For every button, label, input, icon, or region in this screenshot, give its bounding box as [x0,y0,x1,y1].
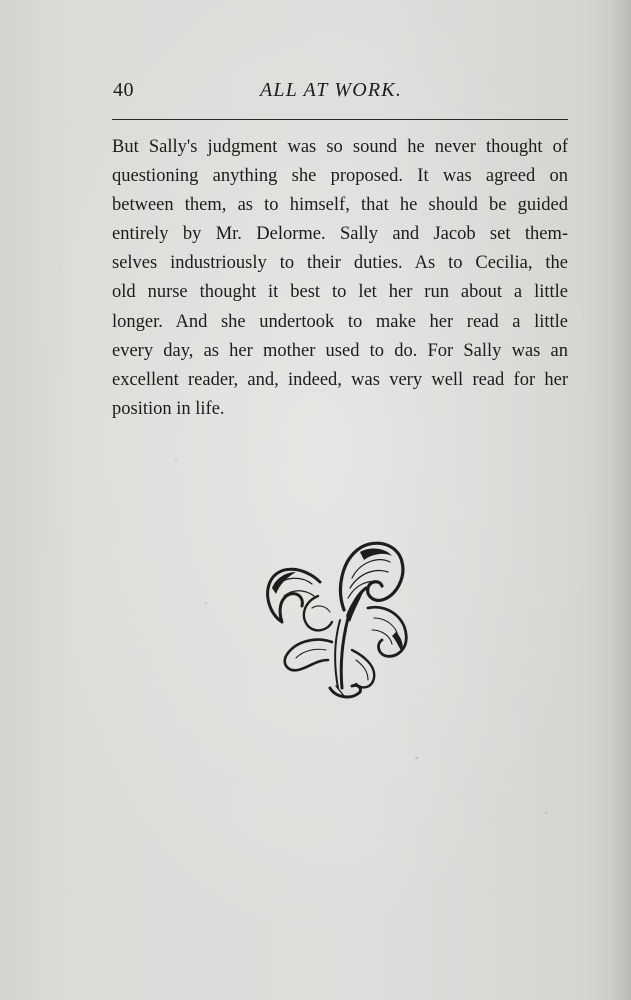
text-line: longer. And she undertook to make her read a little [112,311,568,332]
page-number: 40 [113,79,134,101]
text-line: between them, as to himself, that he should be guided [112,195,568,216]
text-line: every day, as her mother used to do. For Sally was an [112,340,568,361]
text-line: questioning anything she proposed. It was agreed on [112,166,568,187]
text-line: selves industriously to their duties. As to Cecilia, the [112,253,568,274]
text-line: excellent reader, and, indeed, was very well read for her [112,369,568,390]
text-line: old nurse thought it best to let her run about a little [112,282,568,303]
paper-speck [545,812,547,814]
page-edge-shadow [609,0,631,1000]
text-line: entirely by Mr. Delorme. Sally and Jacob set them- [112,224,568,245]
paper-speck [415,757,418,759]
acanthus-leaf-ornament-icon [256,538,410,702]
running-header [112,76,568,106]
text-line: But Sally's judgment was so sound he never thought of [112,137,568,157]
text-line: position in life. [112,398,225,419]
body-paragraph [112,133,568,424]
header-rule [112,119,568,120]
paper-speck [205,602,207,604]
paper-speck [175,458,177,460]
running-title: ALL AT WORK. [260,79,403,101]
